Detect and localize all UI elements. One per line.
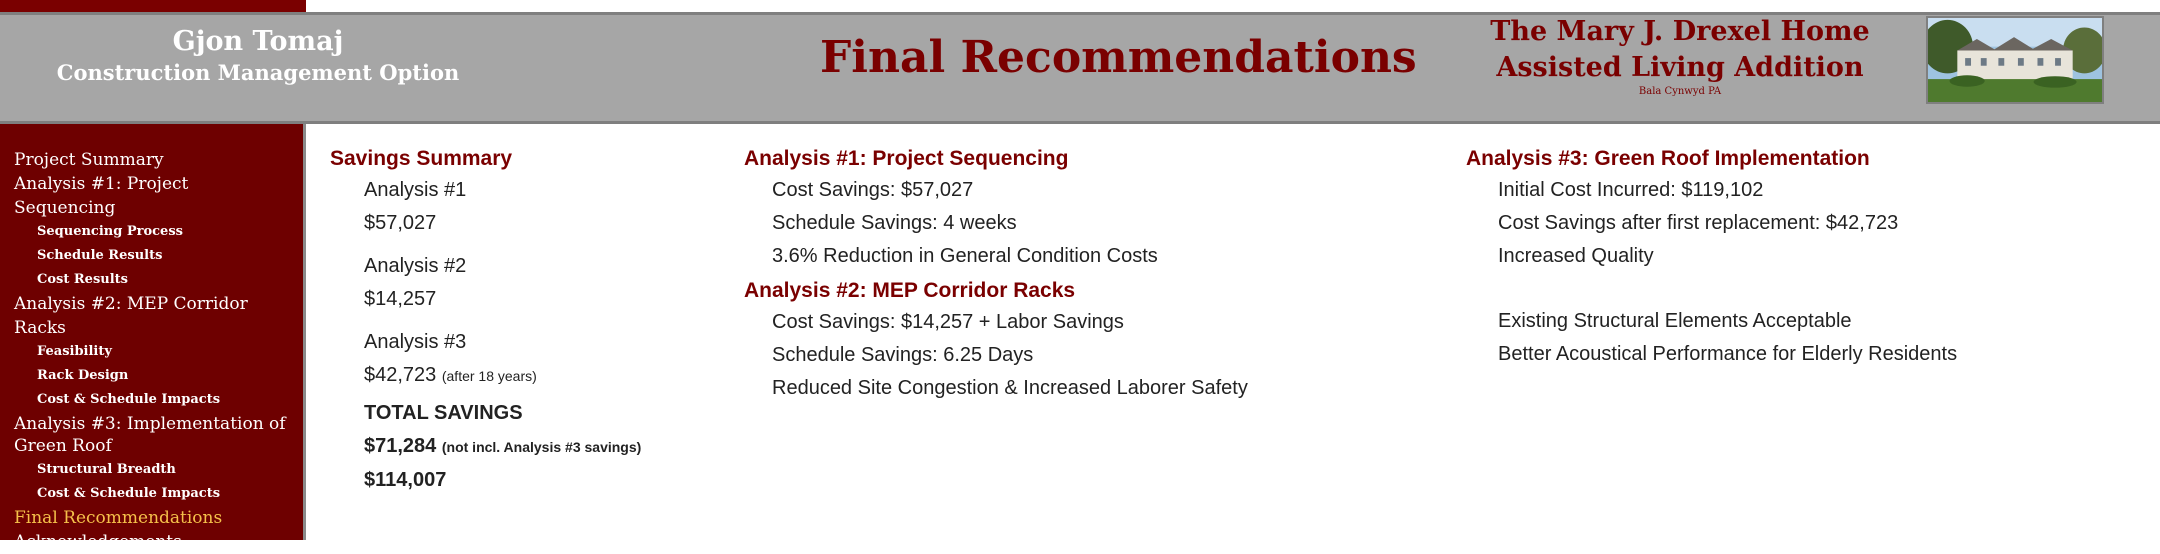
analysis-3-value: $42,723	[364, 364, 437, 386]
savings-summary-section	[330, 144, 720, 497]
analysis-3-label: Analysis #3	[364, 331, 467, 353]
analysis-2-label: Analysis #2	[364, 255, 467, 277]
analysis-2-value: $14,257	[364, 288, 437, 310]
analysis-1-line: 3.6% Reduction in General Condition Costs	[772, 245, 1158, 267]
sidebar-item-analysis-2[interactable]: Analysis #2: MEP Corridor Racks	[14, 294, 248, 338]
author-name: Gjon Tomaj	[172, 26, 344, 57]
page-title: Final Recommendations	[820, 32, 1417, 83]
analysis-1-heading: Analysis #1: Project Sequencing	[744, 147, 1069, 170]
sidebar-item-acknowledgements[interactable]: Acknowledgements	[14, 532, 182, 552]
analysis-1-line: Schedule Savings: 4 weeks	[772, 212, 1017, 234]
project-title-line1: The Mary J. Drexel Home	[1490, 16, 1870, 47]
sidebar-item-analysis-3[interactable]: Analysis #3: Implementation of Green Roof	[14, 414, 286, 456]
analysis-1-value: $57,027	[364, 212, 437, 234]
project-title-line2: Assisted Living Addition	[1496, 52, 1864, 83]
sidebar-item-analysis-1[interactable]: Analysis #1: Project Sequencing	[14, 174, 189, 218]
analysis-3-note: (after 18 years)	[441, 368, 537, 384]
sidebar-subitem-rack-design[interactable]: Rack Design	[37, 368, 129, 383]
total-savings-row-1	[330, 430, 720, 464]
analysis-3-section	[1466, 144, 2146, 371]
analysis-1-line: Cost Savings: $57,027	[772, 179, 974, 201]
analysis-1-2-section	[744, 144, 1444, 405]
total-savings-label: TOTAL SAVINGS	[364, 402, 523, 424]
total-savings-value-1: $71,284	[364, 435, 437, 457]
analysis-3-line: Better Acoustical Performance for Elderly Residents	[1498, 343, 1958, 365]
analysis-2-line: Reduced Site Congestion & Increased Laborer Safety	[772, 377, 1248, 399]
sidebar-subitem-cost-results[interactable]: Cost Results	[37, 272, 128, 287]
analysis-3-heading: Analysis #3: Green Roof Implementation	[1466, 147, 1870, 170]
analysis-3-line: Initial Cost Incurred: $119,102	[1498, 179, 1764, 201]
analysis-3-value-row	[330, 359, 720, 393]
analysis-3-line: Cost Savings after first replacement: $42,723	[1498, 212, 1899, 234]
analysis-2-heading: Analysis #2: MEP Corridor Racks	[744, 279, 1076, 302]
sidebar-subitem-structural-breadth[interactable]: Structural Breadth	[37, 462, 176, 477]
analysis-3-line: Increased Quality	[1498, 245, 1654, 267]
analysis-2-line: Cost Savings: $14,257 + Labor Savings	[772, 311, 1124, 333]
sidebar-subitem-cost-schedule-impacts-2[interactable]: Cost & Schedule Impacts	[37, 392, 221, 407]
sidebar-item-final-recommendations[interactable]: Final Recommendations	[14, 508, 223, 528]
sidebar-subitem-feasibility[interactable]: Feasibility	[37, 344, 112, 359]
sidebar-subitem-sequencing-process[interactable]: Sequencing Process	[37, 224, 183, 239]
sidebar-subitem-cost-schedule-impacts-3[interactable]: Cost & Schedule Impacts	[37, 486, 221, 501]
sidebar-subitem-schedule-results[interactable]: Schedule Results	[37, 248, 163, 263]
building-photo	[1926, 16, 2104, 104]
analysis-2-line: Schedule Savings: 6.25 Days	[772, 344, 1034, 366]
sidebar-nav	[0, 124, 306, 552]
author-option: Construction Management Option	[56, 60, 460, 85]
total-savings-note: (not incl. Analysis #3 savings)	[441, 439, 642, 455]
savings-summary-heading: Savings Summary	[330, 147, 513, 170]
analysis-1-label: Analysis #1	[364, 179, 467, 201]
project-location: Bala Cynwyd PA	[1638, 86, 1722, 97]
project-title-block	[1470, 14, 1890, 98]
analysis-3-line: Existing Structural Elements Acceptable	[1498, 310, 1852, 332]
sidebar-item-project-summary[interactable]: Project Summary	[14, 150, 164, 170]
total-savings-value-2: $114,007	[364, 469, 447, 491]
author-block	[0, 26, 516, 88]
top-accent-bar	[0, 0, 306, 12]
